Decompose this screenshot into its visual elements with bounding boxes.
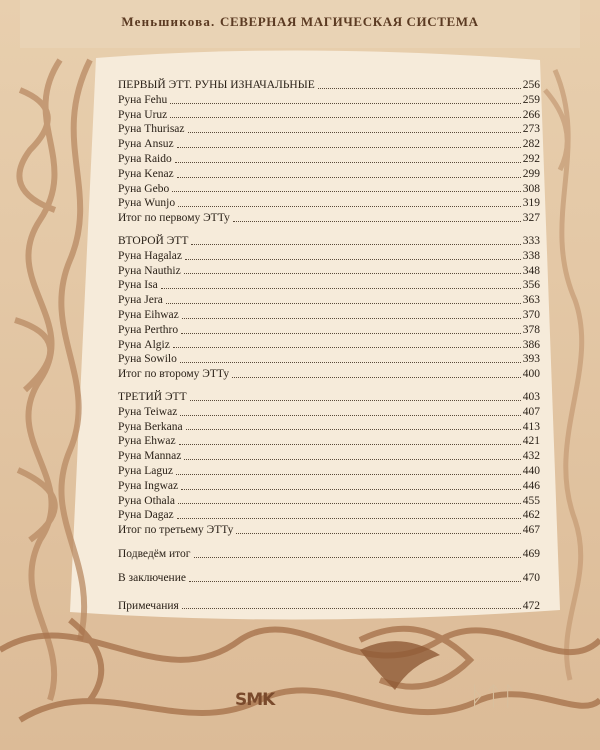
toc-page-number: 282 <box>522 138 540 151</box>
toc-page-number: 462 <box>522 509 540 522</box>
toc-entry-title: Руна Nauthiz <box>118 264 181 277</box>
toc-entry[interactable] <box>118 352 540 367</box>
toc-page-number: 413 <box>522 420 540 433</box>
toc-page-number: 319 <box>522 197 540 210</box>
toc-entry[interactable] <box>118 264 540 279</box>
toc-entry-title: Руна Mannaz <box>118 450 182 463</box>
svg-text:ᚦᛏᛚ: ᚦᛏᛚ <box>470 682 517 712</box>
toc-entry[interactable] <box>118 464 540 479</box>
toc-page-number: 348 <box>522 264 540 277</box>
toc-entry[interactable] <box>118 434 540 449</box>
toc-dot-leader <box>180 362 521 363</box>
toc-entry-title: Итог по первому ЭТТу <box>118 212 230 225</box>
toc-entry[interactable] <box>118 338 540 353</box>
toc-page-number: 472 <box>522 599 540 612</box>
toc-page-number: 327 <box>522 212 540 225</box>
toc-entry-title: Руна Sowilo <box>118 353 177 366</box>
toc-entry-title: Руна Kenaz <box>118 167 174 180</box>
toc-dot-leader <box>177 518 521 519</box>
toc-page-number: 403 <box>522 390 540 403</box>
toc-page-number: 407 <box>522 405 540 418</box>
toc-page-number: 356 <box>522 279 540 292</box>
toc-dot-leader <box>190 400 521 401</box>
toc-dot-leader <box>180 415 520 416</box>
toc-entry-title: Руна Ingwaz <box>118 479 179 492</box>
toc-dot-leader <box>184 273 521 274</box>
toc-page-number: 469 <box>522 547 540 560</box>
toc-dot-leader <box>189 581 521 582</box>
toc-entry-title: Руна Algiz <box>118 338 170 351</box>
toc-dot-leader <box>233 221 521 222</box>
toc-entry-title: Руна Berkana <box>118 420 183 433</box>
toc-dot-leader <box>172 191 521 192</box>
toc-dot-leader <box>318 88 521 89</box>
toc-page-number: 378 <box>522 323 540 336</box>
toc-dot-leader <box>166 303 521 304</box>
toc-entry[interactable] <box>118 249 540 264</box>
toc-entry[interactable] <box>118 278 540 293</box>
toc-dot-leader <box>170 117 520 118</box>
publisher-logo: SMK <box>235 690 275 710</box>
toc-entry[interactable] <box>118 547 540 562</box>
toc-entry-title: Руна Ehwaz <box>118 435 176 448</box>
toc-page-number: 259 <box>522 93 540 106</box>
toc-entry-title: Руна Teiwaz <box>118 405 178 418</box>
toc-entry[interactable] <box>118 571 540 586</box>
toc-entry[interactable] <box>118 293 540 308</box>
toc-entry-title: Руна Laguz <box>118 464 174 477</box>
toc-dot-leader <box>170 103 520 104</box>
toc-entry-title: ТРЕТИЙ ЭТТ <box>118 390 187 403</box>
toc-page-number: 266 <box>522 108 540 121</box>
toc-page-number: 421 <box>522 435 540 448</box>
toc-entry[interactable] <box>118 508 540 523</box>
toc-page-number: 333 <box>522 234 540 247</box>
toc-entry[interactable] <box>118 182 540 197</box>
toc-entry[interactable] <box>118 479 540 494</box>
toc-entry[interactable] <box>118 494 540 509</box>
toc-page-number: 455 <box>522 494 540 507</box>
toc-page-number: 299 <box>522 167 540 180</box>
toc-entry[interactable] <box>118 211 540 226</box>
toc-entry[interactable] <box>118 523 540 538</box>
running-header <box>0 14 600 30</box>
toc-entry[interactable] <box>118 167 540 182</box>
toc-page-number: 256 <box>522 79 540 91</box>
toc-entry[interactable] <box>118 78 540 93</box>
toc-dot-leader <box>175 162 521 163</box>
toc-entry[interactable] <box>118 196 540 211</box>
toc-page-number: 432 <box>522 450 540 463</box>
toc-entry[interactable] <box>118 405 540 420</box>
toc-dot-leader <box>178 206 521 207</box>
toc-dot-leader <box>182 318 521 319</box>
toc-entry[interactable] <box>118 308 540 323</box>
toc-entry-title: Руна Gebo <box>118 182 170 195</box>
toc-page-number: 467 <box>522 524 540 537</box>
toc-dot-leader <box>184 459 520 460</box>
toc-dot-leader <box>188 132 521 133</box>
toc-page-number: 308 <box>522 182 540 195</box>
toc-entry-title: Примечания <box>118 599 179 612</box>
toc-page-number: 470 <box>522 571 540 584</box>
toc-dot-leader <box>173 347 521 348</box>
toc-dot-leader <box>232 377 521 378</box>
toc-entry-title: Руна Fehu <box>118 93 168 106</box>
toc-page-number: 440 <box>522 464 540 477</box>
table-of-contents <box>118 78 540 613</box>
toc-page-number: 292 <box>522 152 540 165</box>
toc-page-number: 446 <box>522 479 540 492</box>
toc-entry[interactable] <box>118 122 540 137</box>
toc-dot-leader <box>185 259 521 260</box>
header-title: СЕВЕРНАЯ МАГИЧЕСКАЯ СИСТЕМА <box>219 14 479 29</box>
toc-entry-title: Итог по третьему ЭТТу <box>118 524 234 537</box>
toc-entry-title: Руна Eihwaz <box>118 308 179 321</box>
toc-dot-leader <box>179 444 521 445</box>
toc-dot-leader <box>186 429 521 430</box>
toc-entry[interactable] <box>118 137 540 152</box>
toc-entry[interactable] <box>118 234 540 249</box>
toc-dot-leader <box>181 489 521 490</box>
header-author: Меньшикова. <box>121 14 216 29</box>
toc-dot-leader <box>182 608 521 609</box>
toc-page-number: 363 <box>522 294 540 307</box>
toc-entry-title: Руна Jera <box>118 294 163 307</box>
toc-entry-title: Подведём итог <box>118 547 191 560</box>
toc-entry[interactable] <box>118 108 540 123</box>
toc-entry-title: Руна Thurisaz <box>118 123 185 136</box>
toc-page-number: 400 <box>522 368 540 381</box>
toc-entry[interactable] <box>118 599 540 614</box>
toc-entry-title: Руна Isa <box>118 279 158 292</box>
toc-page-number: 273 <box>522 123 540 136</box>
toc-page-number: 386 <box>522 338 540 351</box>
toc-entry[interactable] <box>118 323 540 338</box>
toc-dot-leader <box>194 557 521 558</box>
toc-entry[interactable] <box>118 367 540 382</box>
toc-entry-title: ВТОРОЙ ЭТТ <box>118 234 189 247</box>
toc-entry-title: Руна Raido <box>118 152 172 165</box>
toc-entry[interactable] <box>118 93 540 108</box>
toc-dot-leader <box>178 503 521 504</box>
toc-entry[interactable] <box>118 390 540 405</box>
toc-page-number: 338 <box>522 249 540 262</box>
toc-entry-title: Руна Dagaz <box>118 509 174 522</box>
toc-entry[interactable] <box>118 152 540 167</box>
toc-entry-title: Руна Uruz <box>118 108 168 121</box>
toc-dot-leader <box>177 177 521 178</box>
toc-dot-leader <box>191 244 520 245</box>
toc-entry-title: Руна Wunjo <box>118 197 176 210</box>
toc-entry-title: Итог по второму ЭТТу <box>118 368 230 381</box>
toc-entry-title: Руна Perthro <box>118 323 179 336</box>
toc-entry[interactable] <box>118 449 540 464</box>
toc-entry[interactable] <box>118 420 540 435</box>
toc-dot-leader <box>177 147 521 148</box>
toc-entry-title: Руна Othala <box>118 494 175 507</box>
toc-page-number: 370 <box>522 308 540 321</box>
toc-entry-title: Руна Hagalaz <box>118 249 182 262</box>
toc-entry-title: Руна Ansuz <box>118 138 174 151</box>
toc-page-number: 393 <box>522 353 540 366</box>
toc-dot-leader <box>181 333 521 334</box>
toc-dot-leader <box>236 533 520 534</box>
toc-entry-title: В заключение <box>118 571 186 584</box>
toc-entry-title: ПЕРВЫЙ ЭТТ. РУНЫ ИЗНАЧАЛЬНЫЕ <box>118 79 315 91</box>
toc-dot-leader <box>176 474 521 475</box>
toc-dot-leader <box>161 288 521 289</box>
